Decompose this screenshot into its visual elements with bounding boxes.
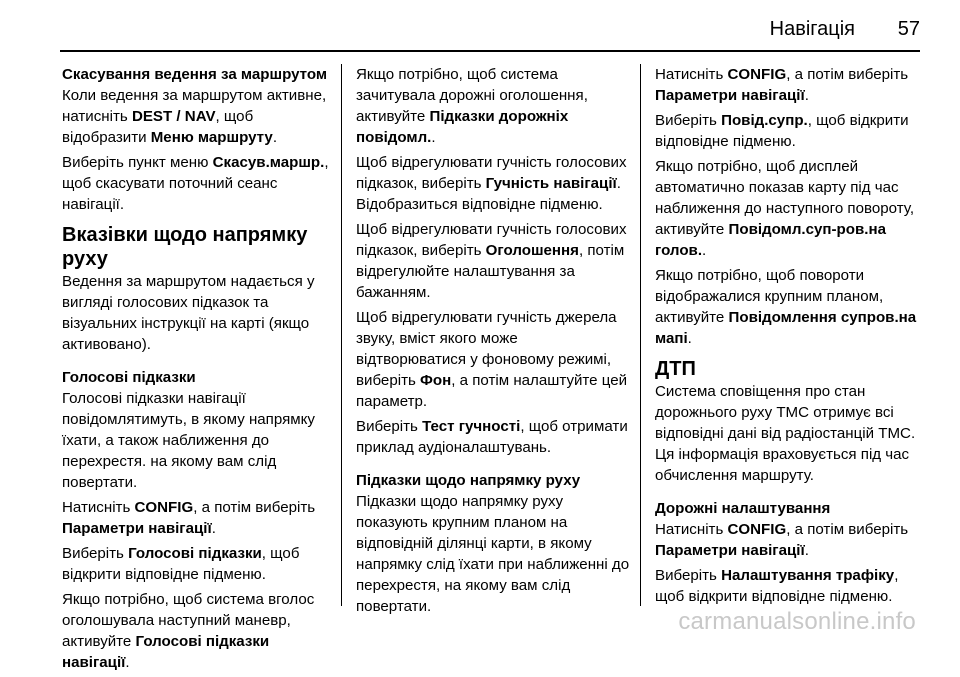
column-2 [356,64,631,621]
paragraph: Натисніть CONFIG, а потім виберіть Параметри навігації. [655,521,909,559]
page-header [0,0,960,50]
paragraph: Натисніть CONFIG, а потім виберіть Параметри навігації. [655,66,909,104]
paragraph: Виберіть Повід.супр., щоб відкрити відповідне підменю. [655,112,909,150]
heading-traffic: ДТП [655,358,696,380]
watermark: carmanualsonline.info [678,608,916,635]
paragraph: Якщо потрібно, щоб система вголос оголошувала наступний маневр, активуйте Голосові підказки навігації. [62,591,315,671]
paragraph: Якщо потрібно, щоб дисплей автоматично показав карту під час наближення до наступного повороту, активуйте Повідомл.суп-ров.на голов.. [655,158,915,259]
paragraph: Голосові підказки навігації повідомлятимуть, в якому напрямку їхати, а також наближення до перехрестя. на якому вам слід повертати. [62,390,315,491]
heading-direction-guidance: Вказівки щодо напрямку руху [62,224,308,270]
column-1 [62,64,337,677]
heading-road-settings: Дорожні налаштування [655,500,831,517]
heading-direction-hints: Підказки щодо напрямку руху [356,472,581,489]
paragraph: Система сповіщення про стан дорожнього руху TMC отримує всі відповідні дані від радіостанцій TMC. Ця інформація враховується під час обчислення маршруту. [655,383,916,484]
paragraph: Щоб відрегулювати гучність голосових підказок, виберіть Гучність навігації. Відобразиться відповідне підменю. [356,154,627,213]
page-title: Навігація [769,18,855,40]
heading-voice-prompts: Голосові підказки [62,369,196,386]
page-number: 57 [897,18,920,40]
paragraph: Підказки щодо напрямку руху показують крупним планом на відповідній ділянці карти, в якому напрямку слід їхати при наближенні до перехрестя, на якому вам слід повертати. [356,493,630,615]
paragraph: Виберіть Тест гучності, щоб отримати приклад аудіоналаштувань. [356,418,628,456]
paragraph: Щоб відрегулювати гучність джерела звуку, вміст якого може відтворюватися у фоновому режимі, виберіть Фон, а потім налаштуйте цей параметр. [356,309,628,410]
paragraph: Виберіть Налаштування трафіку, щоб відкрити відповідне підменю. [655,567,899,605]
paragraph: Виберіть Голосові підказки, щоб відкрити відповідне підменю. [62,545,300,583]
heading-cancel-guidance: Скасування ведення за маршрутом [62,66,328,83]
paragraph: Натисніть CONFIG, а потім виберіть Параметри навігації. [62,499,316,537]
column-divider-2 [640,64,641,606]
paragraph: Коли ведення за маршрутом активне, натисніть DEST / NAV, щоб відобразити Меню маршруту. [62,87,327,146]
column-divider-1 [341,64,342,606]
paragraph: Виберіть пункт меню Скасув.маршр., щоб скасувати поточний сеанс навігації. [62,154,329,213]
column-3 [655,64,930,611]
header-rule [60,50,920,52]
paragraph: Якщо потрібно, щоб повороти відображалися крупним планом, активуйте Повідомлення супров.на мапі. [655,267,917,347]
paragraph: Ведення за маршрутом надається у вигляді голосових підказок та візуальних інструкції на карті (якщо активовано). [62,273,315,353]
paragraph: Щоб відрегулювати гучність голосових підказок, виберіть Оголошення, потім відрегулюйте налаштування за бажанням. [356,221,627,301]
paragraph: Якщо потрібно, щоб система зачитувала дорожні оголошення, активуйте Підказки дорожніх повідомл.. [356,66,588,146]
page-footer [0,602,960,642]
